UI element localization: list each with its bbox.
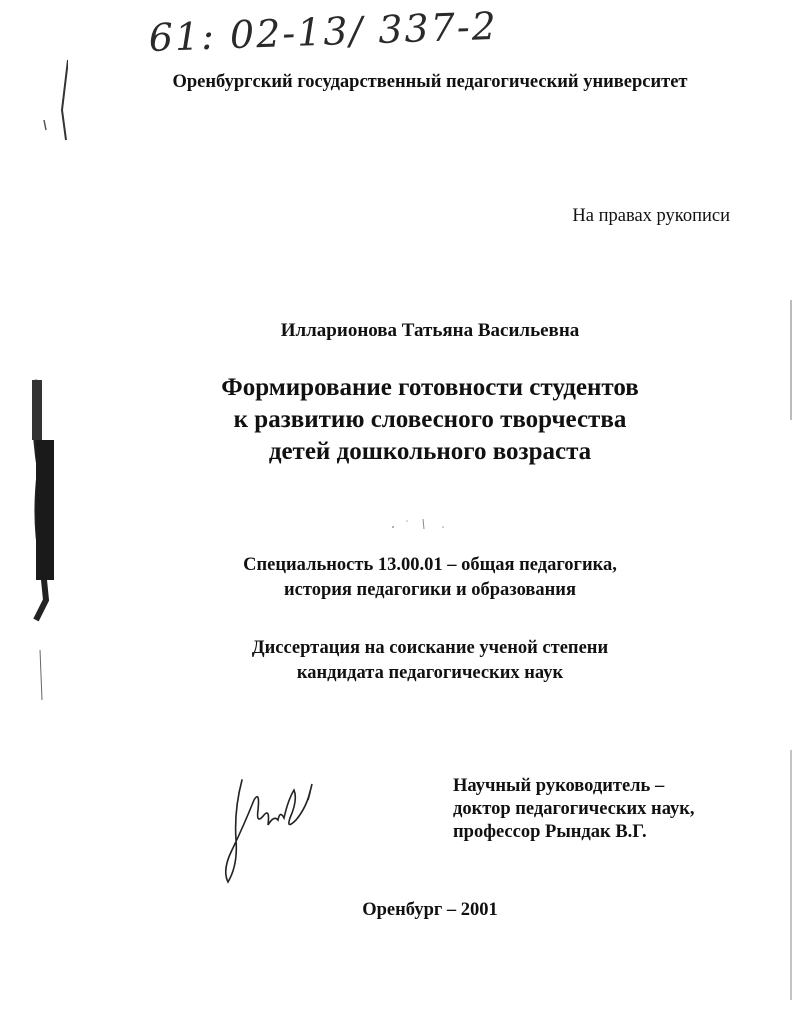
city-year: Оренбург – 2001 (362, 900, 498, 920)
degree-line: кандидата педагогических наук (296, 663, 564, 683)
scan-edge-artifact (28, 0, 68, 1027)
specialty (0, 553, 796, 603)
scan-speck (385, 515, 455, 535)
university-name: Оренбургский государственный педагогический университет (172, 72, 688, 92)
dissertation-title (0, 372, 796, 468)
author-name: Илларионова Татьяна Васильевна (280, 320, 580, 341)
rights-notice: На правах рукописи (572, 206, 730, 226)
degree (0, 636, 796, 686)
advisor-line: доктор педагогических наук, (453, 799, 695, 819)
call-number: 61: 02-13/ 337-2 (148, 3, 499, 60)
specialty-line: история педагогики и образования (284, 580, 576, 600)
title-line: Формирование готовности студентов (221, 374, 639, 401)
title-line: к развитию словесного творчества (233, 406, 627, 433)
specialty-line: Специальность 13.00.01 – общая педагогика, (243, 555, 617, 575)
scientific-advisor (453, 775, 695, 844)
advisor-line: профессор Рындак В.Г. (453, 822, 647, 842)
title-line: детей дошкольного возраста (268, 438, 592, 465)
signature (214, 770, 334, 890)
degree-line: Диссертация на соискание ученой степени (251, 638, 609, 658)
advisor-line: Научный руководитель – (453, 776, 665, 796)
